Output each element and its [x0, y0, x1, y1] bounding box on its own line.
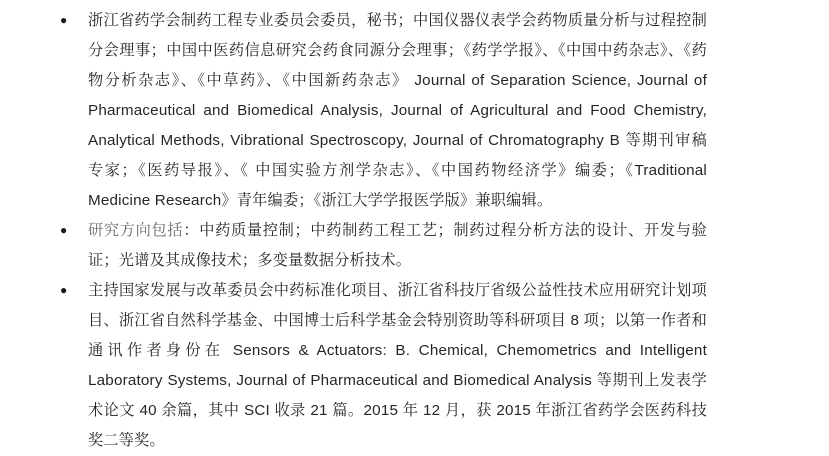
text-segment: 研究方向包括 [88, 222, 184, 239]
list-item [60, 6, 707, 216]
paragraph-text [88, 282, 707, 449]
list-item [60, 216, 707, 276]
list-item [60, 276, 707, 456]
paragraph-text [88, 12, 707, 209]
bullet-icon: ● [60, 283, 68, 297]
text-segment: 主持国家发展与改革委员会中药标准化项目、浙江省科技厅省级公益性技术应用研究计划项目、浙江省自然科学基金、中国博士后科学基金会特别资助等科研项目 8 项；以第一作者和通讯作者身份在 Sensors & Actuators: B. Chemical, Chemometrics and Intelligent Laboratory Systems, Journal of Pharmaceutical and Biomedical Analysis 等期刊上发表学术论文 40 余篇，其中 SCI 收录 21 篇。2015 年 12 月，获 2015 年浙江省药学会医药科技奖二等奖。 [88, 282, 707, 449]
bullet-icon: ● [60, 223, 68, 237]
text-segment: ：中药质量控制；中药制药工程工艺；制药过程分析方法的设计、开发与验证；光谱及其成像技术；多变量数据分析技术。 [88, 222, 707, 269]
bullet-icon: ● [60, 13, 68, 27]
paragraph-text [88, 222, 707, 269]
text-segment: 浙江省药学会制药工程专业委员会委员，秘书；中国仪器仪表学会药物质量分析与过程控制分会理事；中国中医药信息研究会药食同源分会理事；《药学学报》、《中国中药杂志》、《药物分析杂志》、《中草药》、《中国新药杂志》 Journal of Separation Science, Journal of Pharmaceutical and Biomedical Analysis, Journal of Agricultural and Food Chemistry, Analytical Methods, Vibrational Spectroscopy, Journal of Chromatography B 等期刊审稿专家；《医药导报》、《 中国实验方剂学杂志》、《中国药物经济学》编委；《Traditional Medicine Research》青年编委；《浙江大学学报医学版》兼职编辑。 [88, 12, 707, 209]
